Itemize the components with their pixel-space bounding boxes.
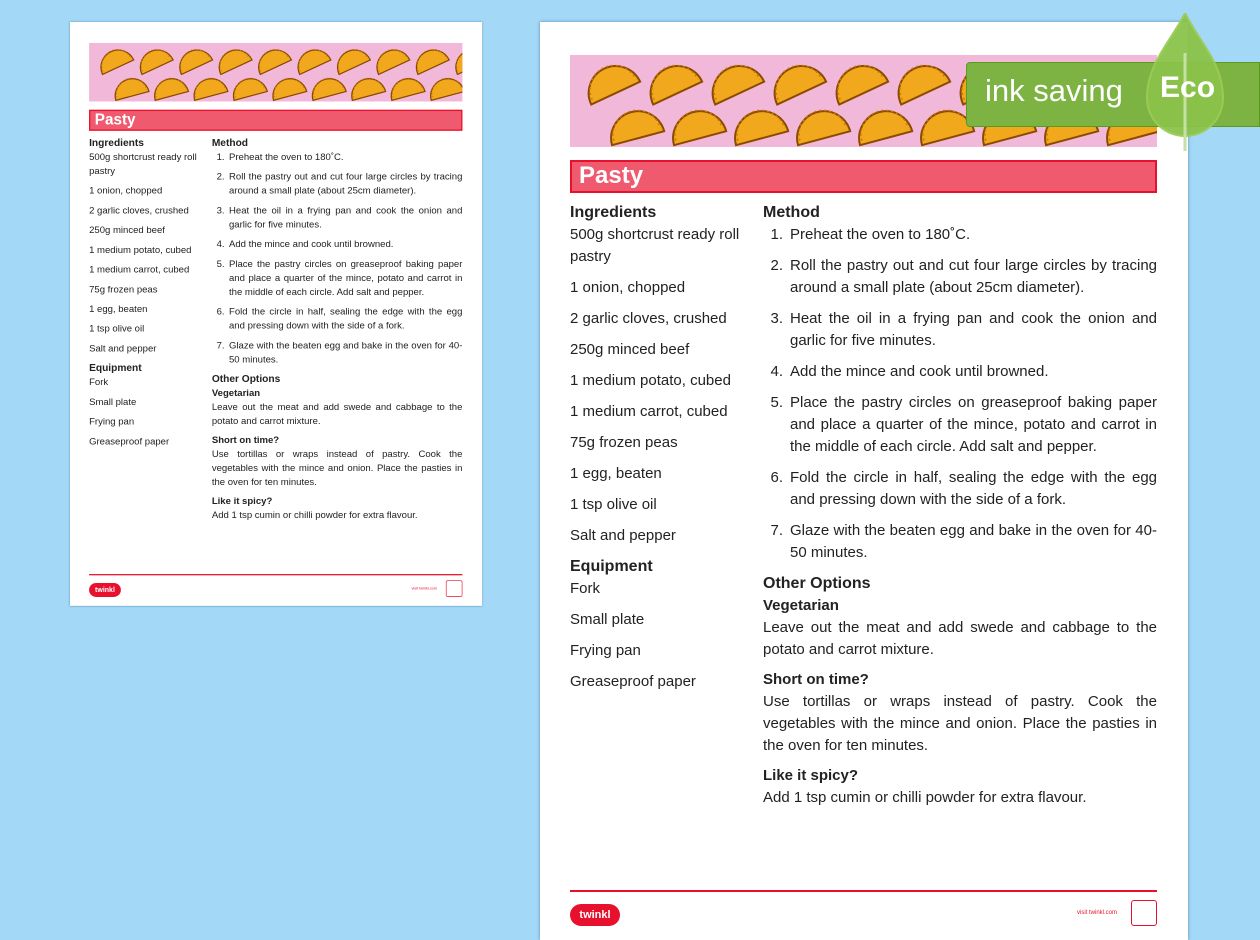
pasty-banner-image <box>89 43 462 102</box>
step-text: Preheat the oven to 180˚C. <box>229 151 344 163</box>
equipment-item: Fork <box>570 580 600 597</box>
step-text: Roll the pastry out and cut four large circles by tracing around a small plate (about 25cm diameter). <box>229 171 463 197</box>
equipment-heading: Equipment <box>89 362 142 374</box>
equipment-item: Greaseproof paper <box>570 673 696 690</box>
ingredient-item: 1 medium carrot, cubed <box>89 264 190 276</box>
method-step <box>212 170 463 198</box>
ingredient-item: 75g frozen peas <box>570 434 678 451</box>
equipment-item: Small plate <box>89 396 137 408</box>
method-step <box>763 361 1157 383</box>
option-title: Short on time? <box>763 671 869 688</box>
equipment-heading: Equipment <box>570 558 653 575</box>
other-options-heading: Other Options <box>211 373 281 385</box>
method-heading: Method <box>211 137 249 149</box>
ingredient-item: 1 medium potato, cubed <box>570 372 731 389</box>
method-step <box>212 305 463 333</box>
ingredient-item: 1 egg, beaten <box>570 465 662 482</box>
ingredient-item: 1 medium carrot, cubed <box>570 403 728 420</box>
step-text: Glaze with the beaten egg and bake in the oven for 40-50 minutes. <box>790 522 1157 561</box>
step-text: Fold the circle in half, sealing the edge with the egg and pressing down with the side of a fork. <box>790 469 1157 508</box>
step-number: 1. <box>216 151 225 163</box>
option-text: Leave out the meat and add swede and cabbage to the potato and carrot mixture. <box>211 401 463 427</box>
ingredient-item: 500g shortcrust ready roll pastry <box>570 226 740 265</box>
ingredients-heading: Ingredients <box>570 204 657 221</box>
step-number: 6. <box>770 469 783 486</box>
option-text: Use tortillas or wraps instead of pastry. Cook the vegetables with the mince and onion. Place the pasties in the oven for ten minutes. <box>763 693 1157 754</box>
ingredient-item: Salt and pepper <box>570 527 676 544</box>
step-text: Add the mince and cook until browned. <box>229 238 394 250</box>
ingredient-item: 1 tsp olive oil <box>570 496 657 513</box>
ingredient-item: 2 garlic cloves, crushed <box>89 205 189 216</box>
ingredient-item: 1 tsp olive oil <box>89 323 145 335</box>
ingredient-item: 75g frozen peas <box>89 284 158 295</box>
eco-label: Eco <box>1160 71 1216 104</box>
step-text: Preheat the oven to 180˚C. <box>790 226 971 243</box>
method-step <box>763 255 1157 299</box>
method-steps <box>763 224 1157 564</box>
step-number: 7. <box>216 340 225 351</box>
method-step <box>212 339 463 367</box>
recipe-page-preview-small <box>70 22 482 606</box>
method-steps <box>212 150 463 366</box>
recipe-title: Pasty <box>89 110 462 131</box>
option-title: Like it spicy? <box>211 495 273 507</box>
method-step <box>212 150 463 164</box>
equipment-item: Frying pan <box>570 642 641 659</box>
ingredient-item: 1 onion, chopped <box>89 185 163 197</box>
step-number: 2. <box>216 171 225 183</box>
method-step <box>763 520 1157 564</box>
option-text: Add 1 tsp cumin or chilli powder for extra flavour. <box>211 509 418 521</box>
recipe-title: Pasty <box>570 160 1157 193</box>
step-text: Heat the oil in a frying pan and cook the onion and garlic for five minutes. <box>790 310 1157 349</box>
method-column <box>212 136 463 522</box>
method-column <box>763 202 1157 809</box>
step-text: Add the mince and cook until browned. <box>790 363 1049 380</box>
step-number: 6. <box>216 306 225 318</box>
twinkl-logo: twinkl <box>570 904 620 926</box>
step-text: Place the pastry circles on greaseproof baking paper and place a quarter of the mince, potato and carrot in the middle of each circle. Add salt and pepper. <box>229 258 463 298</box>
ingredients-column <box>570 202 750 702</box>
other-options-heading: Other Options <box>763 575 871 592</box>
page-footer <box>89 574 462 594</box>
method-step <box>212 238 463 252</box>
step-number: 5. <box>770 394 783 411</box>
step-text: Fold the circle in half, sealing the edge with the egg and pressing down with the side of a fork. <box>229 306 463 332</box>
method-step <box>763 308 1157 352</box>
method-step <box>212 204 463 232</box>
ingredient-item: 250g minced beef <box>89 224 165 236</box>
option-text: Use tortillas or wraps instead of pastry. Cook the vegetables with the mince and onion. Place the pasties in the oven for ten minutes. <box>211 448 463 488</box>
method-step <box>763 467 1157 511</box>
step-number: 4. <box>770 363 783 380</box>
visit-link-text: visit twinkl.com <box>1076 910 1117 916</box>
ingredient-item: 500g shortcrust ready roll pastry <box>89 151 197 177</box>
twinkl-badge-icon <box>1131 900 1157 926</box>
equipment-item: Frying pan <box>89 416 135 428</box>
ingredient-item: 1 medium potato, cubed <box>89 244 192 256</box>
ingredient-item: 250g minced beef <box>570 341 690 358</box>
method-step <box>763 392 1157 458</box>
option-title: Short on time? <box>211 434 280 446</box>
step-text: Roll the pastry out and cut four large circles by tracing around a small plate (about 25cm diameter). <box>790 257 1157 296</box>
visit-link-text: visit twinkl.com <box>411 586 437 591</box>
page-footer <box>570 890 1157 921</box>
equipment-item: Greaseproof paper <box>89 436 170 447</box>
option-title: Vegetarian <box>211 387 261 399</box>
twinkl-badge-icon <box>446 580 463 597</box>
recipe-page-preview-large <box>540 22 1188 940</box>
pasty-pattern <box>89 43 462 102</box>
step-number: 2. <box>770 257 783 274</box>
option-text: Leave out the meat and add swede and cabbage to the potato and carrot mixture. <box>763 619 1157 658</box>
step-number: 3. <box>770 310 783 327</box>
equipment-item: Small plate <box>570 611 645 628</box>
option-title: Vegetarian <box>763 597 839 614</box>
step-number: 1. <box>770 226 783 243</box>
step-text: Glaze with the beaten egg and bake in the oven for 40-50 minutes. <box>229 340 463 365</box>
step-number: 5. <box>216 258 225 270</box>
option-text: Add 1 tsp cumin or chilli powder for extra flavour. <box>763 789 1087 806</box>
equipment-item: Fork <box>89 376 109 388</box>
option-title: Like it spicy? <box>763 767 859 784</box>
method-step <box>212 257 463 299</box>
step-text: Heat the oil in a frying pan and cook the onion and garlic for five minutes. <box>229 205 463 230</box>
method-step <box>763 224 1157 246</box>
step-text: Place the pastry circles on greaseproof baking paper and place a quarter of the mince, potato and carrot in the middle of each circle. Add salt and pepper. <box>790 394 1157 455</box>
step-number: 3. <box>216 205 225 216</box>
step-number: 4. <box>216 238 225 250</box>
ingredient-item: 1 onion, chopped <box>570 279 686 296</box>
twinkl-logo: twinkl <box>89 583 121 597</box>
step-number: 7. <box>770 522 783 539</box>
ingredients-column <box>89 136 203 454</box>
ingredient-item: 1 egg, beaten <box>89 303 148 315</box>
ingredient-item: Salt and pepper <box>89 343 157 354</box>
ingredients-heading: Ingredients <box>89 137 144 149</box>
ink-saving-text: ink saving <box>985 73 1123 108</box>
method-heading: Method <box>763 204 820 221</box>
ingredient-item: 2 garlic cloves, crushed <box>570 310 727 327</box>
